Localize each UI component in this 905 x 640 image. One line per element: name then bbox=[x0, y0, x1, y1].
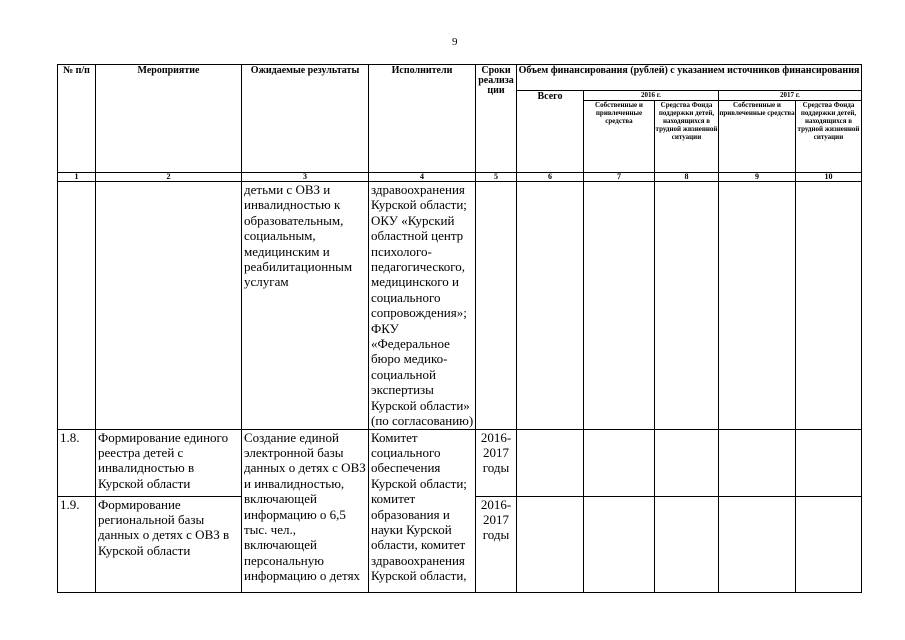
shared-results: Создание единой электронной базы данных о детях с ОВЗ и инвалидностью, включающей информацию о 6,5 тыс. чел., включающей персональную информацию о детях bbox=[242, 429, 369, 592]
table-cell bbox=[719, 182, 796, 430]
row-num: 1.9. bbox=[58, 496, 96, 592]
table-cell bbox=[719, 496, 796, 592]
col-number: 10 bbox=[796, 173, 862, 182]
col-number: 6 bbox=[517, 173, 584, 182]
continuation-executors: здравоохранения Курской области; ОКУ «Курский областной центр психолого-педагогического, медицинского и социального сопровождения»; ФКУ «Федеральное бюро медико-социальной экспертизы Курской области» (по согласованию) bbox=[369, 182, 476, 430]
page-number: 9 bbox=[452, 36, 458, 48]
header-own-2017: Собственные и привлеченные средства bbox=[719, 101, 796, 173]
header-executors: Исполнители bbox=[369, 65, 476, 173]
table-cell bbox=[476, 182, 517, 430]
header-fund-2016: Средства Фонда поддержки детей, находящихся в трудной жизненной ситуации bbox=[655, 101, 719, 173]
row-num: 1.8. bbox=[58, 429, 96, 496]
table-cell bbox=[517, 496, 584, 592]
header-funding: Объем финансирования (рублей) с указанием источников финансирования bbox=[517, 65, 862, 91]
table-cell bbox=[719, 429, 796, 496]
shared-executors: Комитет социального обеспечения Курской области; комитет образования и науки Курской области, комитет здравоохранения Курской области, bbox=[369, 429, 476, 592]
col-number: 4 bbox=[369, 173, 476, 182]
col-number: 5 bbox=[476, 173, 517, 182]
table-cell bbox=[655, 496, 719, 592]
col-number: 3 bbox=[242, 173, 369, 182]
col-number: 9 bbox=[719, 173, 796, 182]
table-cell bbox=[517, 429, 584, 496]
table-cell bbox=[584, 429, 655, 496]
col-number: 8 bbox=[655, 173, 719, 182]
continuation-results: детьми с ОВЗ и инвалидностью к образовательным, социальным, медицинским и реабилитационным услугам bbox=[242, 182, 369, 430]
funding-plan-table bbox=[57, 64, 862, 593]
table-cell bbox=[58, 182, 96, 430]
table-cell bbox=[796, 496, 862, 592]
header-2017: 2017 г. bbox=[719, 91, 862, 101]
header-measure: Мероприятие bbox=[96, 65, 242, 173]
table-cell bbox=[655, 182, 719, 430]
header-num: № п/п bbox=[58, 65, 96, 173]
header-results: Ожидаемые результаты bbox=[242, 65, 369, 173]
table-cell bbox=[517, 182, 584, 430]
header-fund-2017: Средства Фонда поддержки детей, находящихся в трудной жизненной ситуации bbox=[796, 101, 862, 173]
row-measure: Формирование региональной базы данных о детях с ОВЗ в Курской области bbox=[96, 496, 242, 592]
col-number: 2 bbox=[96, 173, 242, 182]
table-cell bbox=[584, 496, 655, 592]
table-cell bbox=[796, 182, 862, 430]
row-terms: 2016-2017 годы bbox=[476, 429, 517, 496]
table-cell bbox=[96, 182, 242, 430]
col-number: 7 bbox=[584, 173, 655, 182]
header-terms: Сроки реализа ции bbox=[476, 65, 517, 173]
col-number: 1 bbox=[58, 173, 96, 182]
row-measure: Формирование единого реестра детей с инвалидностью в Курской области bbox=[96, 429, 242, 496]
header-total: Всего bbox=[517, 91, 584, 173]
header-own-2016: Собственные и привлеченные средства bbox=[584, 101, 655, 173]
table-cell bbox=[655, 429, 719, 496]
table-cell bbox=[584, 182, 655, 430]
header-2016: 2016 г. bbox=[584, 91, 719, 101]
table-cell bbox=[796, 429, 862, 496]
row-terms: 2016-2017 годы bbox=[476, 496, 517, 592]
